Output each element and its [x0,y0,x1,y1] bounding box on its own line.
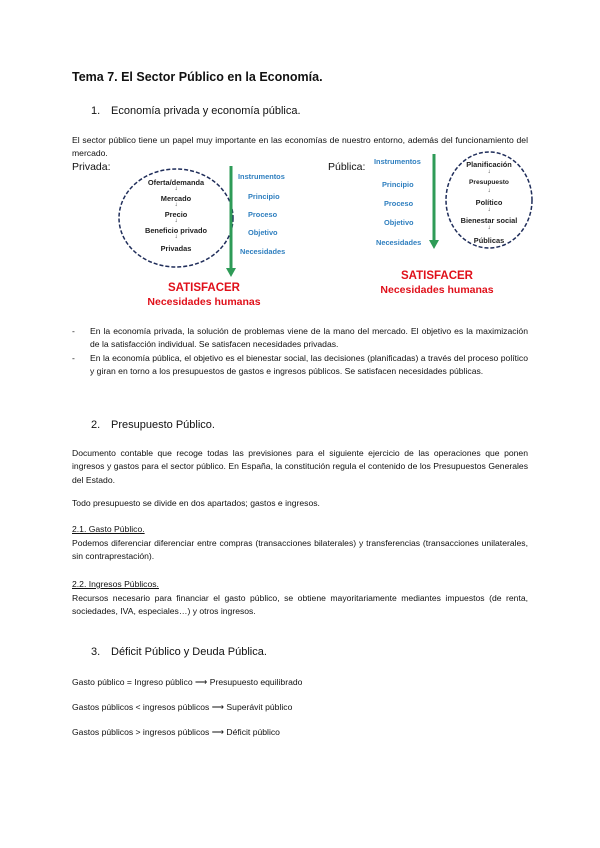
section-1-number: 1. [91,105,101,117]
public-side-item-1: Instrumentos [374,157,421,166]
private-side-item-2: Principio [248,192,280,201]
public-side-item-5: Necesidades [376,238,422,247]
public-side-item-4: Objetivo [384,218,414,227]
private-side-item-5: Necesidades [240,247,286,256]
section-2-title: Presupuesto Público. [111,419,215,431]
section-3-number: 3. [91,646,101,658]
public-satisfy-label: SATISFACER [401,270,473,282]
arrow-down-icon: ↓ [174,234,178,240]
section-3-heading [91,646,267,658]
intro-paragraph: El sector público tiene un papel muy importante en las economías de nuestro entorno, además del funcionamiento del mercado. [72,135,528,159]
bullet-item-private [72,325,528,352]
section-1-title: Economía privada y economía pública. [111,105,301,117]
private-oval-item-2: Mercado [160,194,192,203]
public-oval-item-5: Públicas [473,236,505,245]
public-oval-item-3: Político [475,198,503,207]
subsection-2-2-text: Recursos necesario para financiar el gasto público, se obtiene mayoritariamente mediantes impuestos (de renta, sociedades, IVA, especiales…) y otros ingresos. [72,593,528,617]
public-label: Pública: [328,161,366,173]
bullet-dash: - [72,353,75,363]
subsection-2-1-text: Podemos diferenciar diferenciar entre compras (transacciones bilaterales) y transferencias (transacciones unilaterales, sin contraprestación). [72,538,528,562]
private-satisfy-label: SATISFACER [168,282,240,294]
budget-split-paragraph: Todo presupuesto se divide en dos apartados; gastos e ingresos. [72,498,320,508]
subsection-2-2-title: 2.2. Ingresos Públicos. [72,579,159,589]
section-3-title: Déficit Público y Deuda Pública. [111,646,267,658]
private-oval-item-4: Beneficio privado [144,226,207,235]
arrow-down-icon: ↓ [487,188,491,194]
private-side-item-4: Objetivo [248,228,278,237]
arrow-down-icon: ↓ [174,202,178,208]
private-oval-item-3: Precio [164,210,188,219]
arrow-down-icon: ↓ [487,207,491,213]
equation-balanced: Gasto público = Ingreso público ⟶ Presupuesto equilibrado [72,677,303,687]
private-oval-diagram [116,166,236,270]
public-oval-item-4: Bienestar social [460,216,518,225]
section-2-number: 2. [91,419,101,431]
public-side-item-3: Proceso [384,199,414,208]
private-needs-label: Necesidades humanas [147,296,261,308]
private-oval-item-1: Oferta/demanda [147,178,205,187]
arrow-down-icon: ↓ [174,186,178,192]
bullet-text-private: En la economía privada, la solución de problemas viene de la mano del mercado. El objetivo es la maximización de la satisfacción individual. Se satisfacen necesidades privadas. [90,326,528,350]
bullet-text-public: En la economía pública, el objetivo es el bienestar social, las decisiones (planificadas) a través del proceso político y giran en torno a los presupuestos de gastos e ingresos públicos. Se satisfacen necesidades públicas. [90,353,528,377]
section-2-heading [91,419,215,431]
public-needs-label: Necesidades humanas [380,284,494,296]
arrow-down-icon: ↓ [487,169,491,175]
bullet-item-public [72,352,528,379]
private-label: Privada: [72,161,111,173]
subsection-2-1-title: 2.1. Gasto Público. [72,524,145,534]
public-side-item-2: Principio [382,180,414,189]
equation-surplus: Gastos públicos < ingresos públicos ⟶ Superávit público [72,702,293,712]
bullet-dash: - [72,326,75,336]
arrow-down-icon: ↓ [487,225,491,231]
budget-paragraph: Documento contable que recoge todas las previsiones para el siguiente ejercicio de las operaciones que ponen ingresos y gastos para el sector público. En España, la constitución regula el contenido de los Presupuestos Generales del Estado. [72,448,528,485]
public-arrow-icon [428,154,440,250]
public-oval-item-2: Presupuesto [469,179,509,186]
section-1-heading [91,105,301,117]
private-arrow-icon [225,166,237,278]
equation-deficit: Gastos públicos > ingresos públicos ⟶ Déficit público [72,727,280,737]
private-side-item-3: Proceso [248,210,278,219]
private-side-item-1: Instrumentos [238,172,285,181]
public-oval-diagram [444,150,534,250]
private-oval-item-5: Privadas [160,244,192,253]
arrow-down-icon: ↓ [174,218,178,224]
public-oval-item-1: Planificación [466,160,512,169]
page-title: Tema 7. El Sector Público en la Economía. [72,70,323,84]
